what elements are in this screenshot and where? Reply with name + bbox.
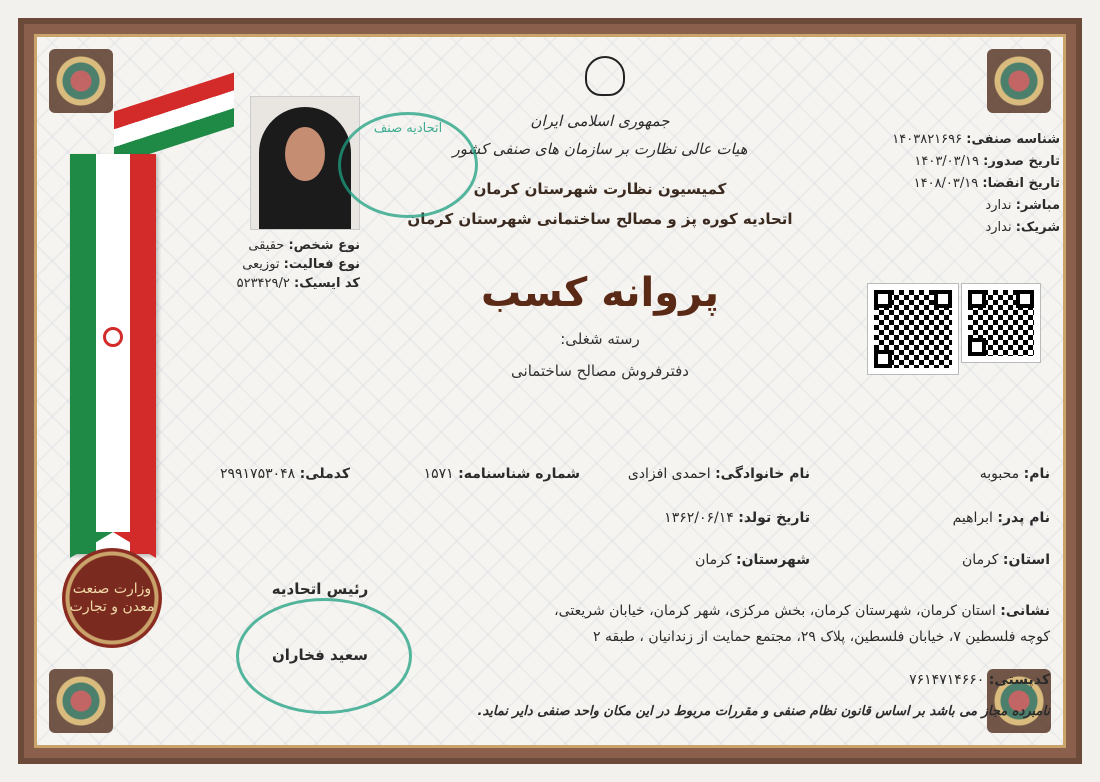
seal-text: وزارت صنعت معدن و تجارت xyxy=(69,581,155,615)
qr-code-icon xyxy=(868,284,958,374)
field-name: نام: محبوبه xyxy=(979,466,1050,482)
meta-guild-id: شناسه صنفی: ۱۴۰۳۸۲۱۶۹۶ xyxy=(892,132,1060,147)
corner-ornament-icon xyxy=(49,669,113,733)
header-republic: جمهوری اسلامی ایران xyxy=(530,112,670,130)
field-national-code: کدملی: ۲۹۹۱۷۵۳۰۴۸ xyxy=(219,466,350,482)
field-father: نام پدر: ابراهیم xyxy=(952,510,1050,526)
field-id-number: شماره شناسنامه: ۱۵۷۱ xyxy=(423,466,580,482)
meta-person-type: نوع شخص: حقیقی xyxy=(248,238,360,253)
header-union: اتحادیه کوره پز و مصالح ساختمانی شهرستان کرمان xyxy=(407,210,793,228)
stamp-text: اتحادیه صنف xyxy=(373,121,443,136)
meta-right xyxy=(860,132,1060,235)
qr-code-icon xyxy=(962,284,1040,362)
field-province: استان: کرمان xyxy=(962,552,1050,568)
union-stamp xyxy=(338,112,478,218)
footer-note: نامبرده مجاز می باشد بر اساس قانون نظام صنفی و مقررات مربوط در این مکان واحد صنفی دایر نماید. xyxy=(477,704,1050,719)
header-commission: کمیسیون نظارت شهرستان کرمان xyxy=(473,180,727,198)
meta-partner: شریک: ندارد xyxy=(985,220,1060,235)
emblem-icon xyxy=(103,327,123,347)
signer-title: رئیس اتحادیه xyxy=(271,580,369,598)
header-board: هیات عالی نظارت بر سازمان های صنفی کشور xyxy=(452,140,748,158)
meta-expire-date: تاریخ انقضا: ۱۴۰۸/۰۳/۱۹ xyxy=(913,176,1060,191)
meta-activity-type: نوع فعالیت: توزیعی xyxy=(242,257,360,272)
ministry-seal xyxy=(62,548,162,648)
meta-issue-date: تاریخ صدور: ۱۴۰۳/۰۳/۱۹ xyxy=(914,154,1060,169)
field-birthdate: تاریخ تولد: ۱۳۶۲/۰۶/۱۴ xyxy=(664,510,810,526)
meta-isic-code: کد ایسیک: ۵۲۳۴۲۹/۲ xyxy=(236,276,360,291)
meta-left xyxy=(210,238,360,291)
guild-label: رسته شغلی: xyxy=(560,330,640,348)
field-city: شهرستان: کرمان xyxy=(695,552,810,568)
flag-ribbon-icon xyxy=(70,92,160,562)
field-postal: کدپستی: ۷۶۱۴۷۱۴۶۶۰ xyxy=(909,672,1050,688)
corner-ornament-icon xyxy=(987,49,1051,113)
page-title: پروانه کسب xyxy=(481,270,719,316)
field-family: نام خانوادگی: احمدی افزادی xyxy=(627,466,810,482)
field-address: نشانی: استان کرمان، شهرستان کرمان، بخش مرکزی، شهر کرمان، خیابان شریعتی، کوچه فلسطین ۷، خیابان فلسطین، پلاک ۲۹، مجتمع حمایت از زندانیان ، طبقه ۲ xyxy=(554,603,1050,645)
iran-emblem-icon xyxy=(585,56,625,96)
signature-stamp-icon xyxy=(236,598,412,714)
meta-agent: مباشر: ندارد xyxy=(985,198,1060,213)
signer-name: سعید فخاران xyxy=(271,646,369,664)
guild-value: دفترفروش مصالح ساختمانی xyxy=(511,362,689,380)
